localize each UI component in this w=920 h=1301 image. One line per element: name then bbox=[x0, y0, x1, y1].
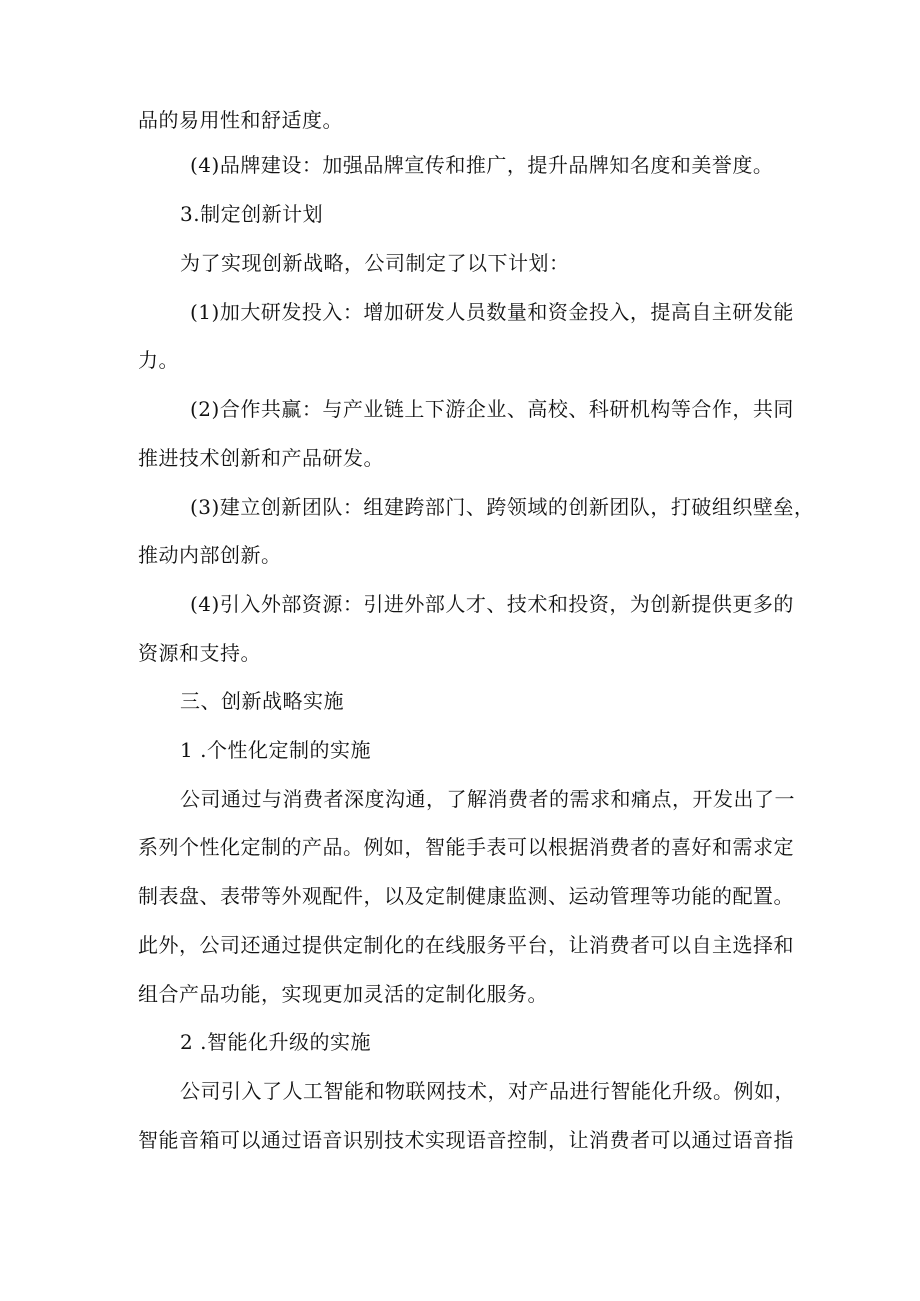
paragraph-line: 系列个性化定制的产品。例如，智能手表可以根据消费者的喜好和需求定 bbox=[138, 835, 794, 859]
section-heading-strategy-implementation: 三、创新战略实施 bbox=[180, 689, 344, 713]
subsection-heading-intelligent-upgrade: 2 .智能化升级的实施 bbox=[180, 1030, 371, 1054]
paragraph-line: 组合产品功能，实现更加灵活的定制化服务。 bbox=[138, 982, 548, 1006]
paragraph-line: 品的易用性和舒适度。 bbox=[138, 108, 343, 132]
paragraph-line: 公司通过与消费者深度沟通，了解消费者的需求和痛点，开发出了一 bbox=[180, 787, 795, 811]
list-item-brand-building: (4)品牌建设：加强品牌宣传和推广，提升品牌知名度和美誉度。 bbox=[190, 153, 774, 177]
paragraph-line: 制表盘、表带等外观配件，以及定制健康监测、运动管理等功能的配置。 bbox=[138, 884, 794, 908]
paragraph-line: 推动内部创新。 bbox=[138, 543, 282, 567]
section-heading-innovation-plan: 3.制定创新计划 bbox=[180, 202, 324, 226]
subsection-heading-customization: 1 .个性化定制的实施 bbox=[180, 738, 371, 762]
list-item-rd-investment: (1)加大研发投入：增加研发人员数量和资金投入，提高自主研发能 bbox=[190, 300, 794, 324]
paragraph-line: 推进技术创新和产品研发。 bbox=[138, 446, 384, 470]
paragraph-line: 资源和支持。 bbox=[138, 641, 261, 665]
paragraph-line: 智能音箱可以通过语音识别技术实现语音控制，让消费者可以通过语音指 bbox=[138, 1128, 794, 1152]
list-item-innovation-team: (3)建立创新团队：组建跨部门、跨领域的创新团队，打破组织壁垒， bbox=[190, 495, 815, 519]
paragraph-line: 此外，公司还通过提供定制化的在线服务平台，让消费者可以自主选择和 bbox=[138, 933, 794, 957]
list-item-cooperation: (2)合作共赢：与产业链上下游企业、高校、科研机构等合作，共同 bbox=[190, 397, 794, 421]
list-item-external-resources: (4)引入外部资源：引进外部人才、技术和投资，为创新提供更多的 bbox=[190, 592, 794, 616]
paragraph-line: 公司引入了人工智能和物联网技术，对产品进行智能化升级。例如， bbox=[180, 1079, 795, 1103]
paragraph-line: 力。 bbox=[138, 348, 179, 372]
paragraph-line: 为了实现创新战略，公司制定了以下计划： bbox=[180, 251, 570, 275]
